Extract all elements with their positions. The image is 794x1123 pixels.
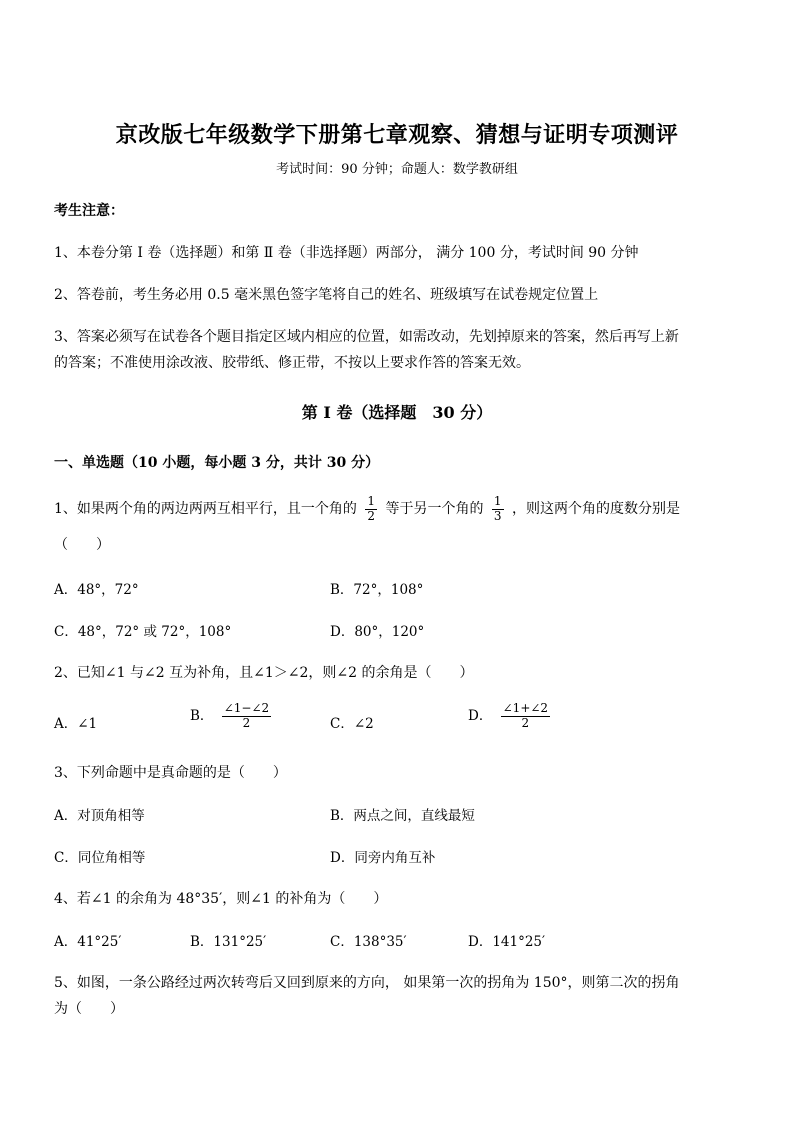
q2-option-d[interactable] <box>468 702 554 731</box>
q2-option-c[interactable]: C．∠2 <box>330 716 374 732</box>
q1-option-d[interactable]: D．80°，120° <box>330 624 425 640</box>
fraction-denominator: 2 <box>242 715 251 730</box>
fraction-one-half <box>365 495 377 524</box>
q1-text-post: ，则这两个角的度数分别是 <box>512 501 680 517</box>
q2-option-b[interactable] <box>190 702 275 731</box>
question-4-stem: 4、若∠1 的余角为 48°35′，则∠1 的补角为（ ） <box>54 891 388 907</box>
q4-option-c[interactable]: C．138°35′ <box>330 934 407 950</box>
fraction-numerator: ∠1+∠2 <box>502 701 549 715</box>
q4-option-b[interactable]: B．131°25′ <box>190 934 267 950</box>
q2-option-a[interactable]: A．∠1 <box>54 716 98 732</box>
fraction-denominator: 2 <box>521 715 530 730</box>
question-1-stem <box>54 494 680 524</box>
q4-option-d[interactable]: D．141°25′ <box>468 934 546 950</box>
notice-item-2: 2、答卷前，考生务必用 0.5 毫米黑色签字笔将自己的姓名、班级填写在试卷规定位置上 <box>54 287 599 303</box>
q4-option-a[interactable]: A．41°25′ <box>54 934 122 950</box>
fraction-denominator: 3 <box>493 508 502 523</box>
q1-text-pre: 1、如果两个角的两边两两互相平行，且一个角的 <box>54 501 357 517</box>
part-heading: 一、单选题（10 小题，每小题 3 分，共计 30 分） <box>54 455 380 471</box>
q3-option-a[interactable]: A．对顶角相等 <box>54 808 145 824</box>
q2-option-d-label: D． <box>468 707 493 724</box>
question-2-stem: 2、已知∠1 与∠2 互为补角，且∠1＞∠2，则∠2 的余角是（ ） <box>54 665 474 681</box>
fraction-angle-sum <box>501 702 550 731</box>
q3-option-c[interactable]: C．同位角相等 <box>54 850 146 866</box>
q3-option-b[interactable]: B．两点之间，直线最短 <box>330 808 475 824</box>
question-3-stem: 3、下列命题中是真命题的是（ ） <box>54 765 287 781</box>
question-5-stem-cont: 为（ ） <box>54 1001 124 1017</box>
fraction-denominator: 2 <box>367 508 375 523</box>
fraction-numerator: 1 <box>367 493 375 508</box>
page-title: 京改版七年级数学下册第七章观察、猜想与证明专项测评 <box>115 122 679 148</box>
q1-answer-paren: （ ） <box>54 537 110 553</box>
q1-option-a[interactable]: A．48°，72° <box>54 582 139 598</box>
notice-item-1: 1、本卷分第 Ⅰ 卷（选择题）和第 Ⅱ 卷（非选择题）两部分， 满分 100 分，考试时间 90 分钟 <box>54 245 639 261</box>
fraction-angle-difference <box>222 702 271 731</box>
notice-item-3: 3、答案必须写在试卷各个题目指定区域内相应的位置，如需改动，先划掉原来的答案，然后再写上新 <box>54 329 679 345</box>
q1-option-b[interactable]: B．72°，108° <box>330 582 424 598</box>
exam-info: 考试时间：90 分钟；命题人：数学教研组 <box>276 162 518 177</box>
q1-text-mid: 等于另一个角的 <box>385 501 484 517</box>
q2-option-b-label: B． <box>190 707 214 724</box>
notice-item-3-cont: 的答案；不准使用涂改液、胶带纸、修正带，不按以上要求作答的答案无效。 <box>54 355 530 371</box>
section-title: 第 I 卷（选择题 30 分） <box>301 403 493 422</box>
fraction-one-third <box>492 495 504 524</box>
question-5-stem: 5、如图，一条公路经过两次转弯后又回到原来的方向， 如果第一次的拐角为 150°，则第二次的拐角 <box>54 975 680 991</box>
notice-heading: 考生注意： <box>54 203 124 219</box>
fraction-numerator: 1 <box>493 493 502 508</box>
q1-option-c[interactable]: C．48°，72° 或 72°，108° <box>54 624 232 640</box>
q3-option-d[interactable]: D．同旁内角互补 <box>330 850 436 866</box>
fraction-numerator: ∠1−∠2 <box>223 701 270 715</box>
